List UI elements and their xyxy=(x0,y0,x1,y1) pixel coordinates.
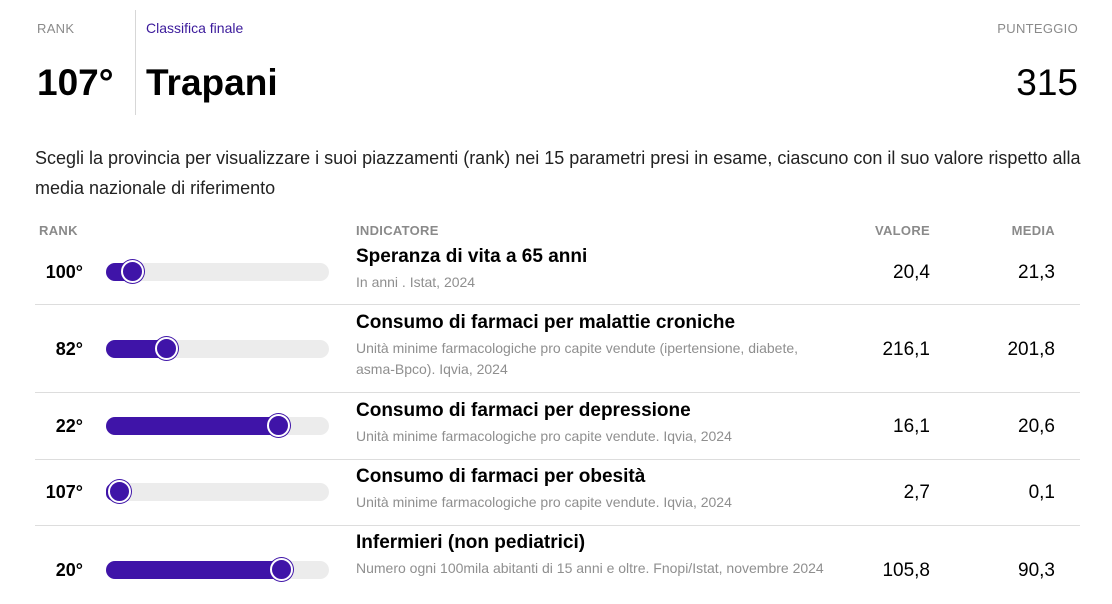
column-header-average: MEDIA xyxy=(1011,223,1055,238)
indicator-description: Unità minime farmacologiche pro capite vendute. Iqvia, 2024 xyxy=(356,494,732,510)
indicator-rank: 100° xyxy=(45,262,83,282)
ranking-subtitle: Classifica finale xyxy=(146,20,244,36)
indicator-title: Speranza di vita a 65 anni xyxy=(356,246,588,267)
indicator-value: 2,7 xyxy=(903,482,930,503)
column-header-value: VALORE xyxy=(874,223,930,238)
rank-label: RANK xyxy=(37,21,75,36)
rank-bar-knob xyxy=(121,260,144,283)
rank-bar-track xyxy=(106,417,329,435)
rank-bar-knob xyxy=(267,414,290,437)
indicator-value: 20,4 xyxy=(893,262,930,283)
rank-bar-track xyxy=(106,561,329,579)
indicator-average: 20,6 xyxy=(1018,416,1055,437)
column-header-rank: RANK xyxy=(39,223,78,238)
indicator-rank: 20° xyxy=(55,560,83,580)
indicator-value: 16,1 xyxy=(893,416,930,437)
province-name[interactable]: Trapani xyxy=(146,62,278,103)
indicator-description: Numero ogni 100mila abitanti di 15 anni e oltre. Fnopi/Istat, novembre 2024 xyxy=(356,560,824,576)
row-divider xyxy=(35,392,1080,393)
indicator-rank: 82° xyxy=(55,339,83,359)
rank-bar-track xyxy=(106,263,329,281)
rank-bar-fill xyxy=(106,417,280,435)
indicator-title: Consumo di farmaci per malattie croniche xyxy=(356,312,736,333)
row-divider xyxy=(35,304,1080,305)
rank-bar-track xyxy=(106,340,329,358)
indicator-average: 201,8 xyxy=(1007,339,1055,360)
row-divider xyxy=(35,525,1080,526)
indicator-title: Infermieri (non pediatrici) xyxy=(356,532,586,553)
indicator-title: Consumo di farmaci per depressione xyxy=(356,400,691,421)
intro-text: Scegli la provincia per visualizzare i suoi piazzamenti (rank) nei 15 parametri presi in esame, ciascuno con il suo valore rispetto alla media nazionale di riferimento xyxy=(35,148,1081,198)
rank-bar-fill xyxy=(106,561,284,579)
score-label: PUNTEGGIO xyxy=(997,21,1078,36)
rank-bar-knob xyxy=(108,480,131,503)
rank-bar-track xyxy=(106,483,329,501)
overall-score: 315 xyxy=(1016,62,1078,103)
indicator-value: 105,8 xyxy=(882,560,930,581)
indicator-average: 21,3 xyxy=(1018,262,1055,283)
indicator-title: Consumo di farmaci per obesità xyxy=(356,466,646,487)
row-divider xyxy=(35,459,1080,460)
indicator-description: Unità minime farmacologiche pro capite vendute. Iqvia, 2024 xyxy=(356,428,732,444)
indicator-average: 0,1 xyxy=(1028,482,1055,503)
indicator-description: In anni . Istat, 2024 xyxy=(356,274,476,290)
indicator-rank: 22° xyxy=(55,416,83,436)
rank-bar-knob xyxy=(155,337,178,360)
header-divider xyxy=(135,10,136,115)
column-header-indicator: INDICATORE xyxy=(356,223,439,238)
indicator-description: Unità minime farmacologiche pro capite vendute (ipertensione, diabete, asma-Bpco). Iqvia, 2024 xyxy=(356,340,799,377)
indicator-value: 216,1 xyxy=(882,339,930,360)
rank-bar-knob xyxy=(270,558,293,581)
indicator-average: 90,3 xyxy=(1018,560,1055,581)
indicator-rank: 107° xyxy=(45,482,83,502)
overall-rank: 107° xyxy=(37,62,114,103)
